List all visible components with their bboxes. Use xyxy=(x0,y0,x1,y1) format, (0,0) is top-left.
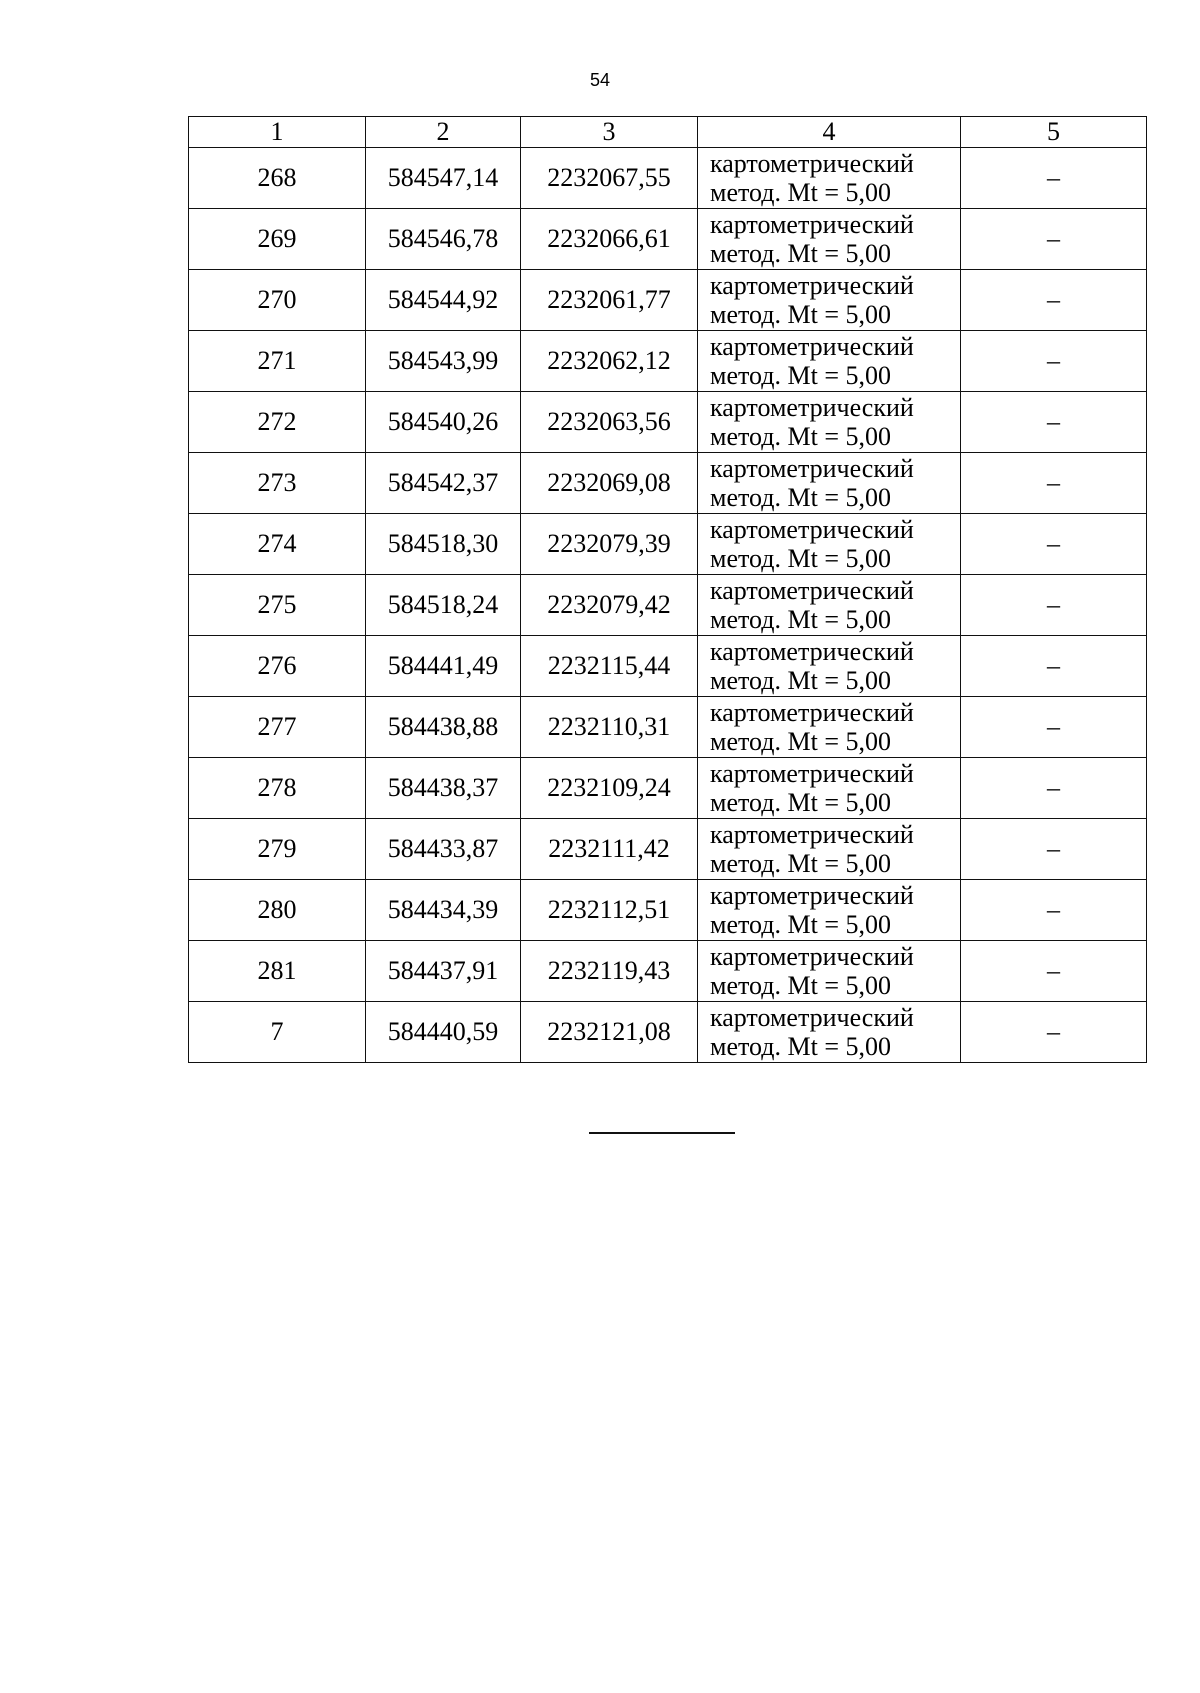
note-cell: – xyxy=(961,697,1147,758)
method-cell xyxy=(698,758,961,819)
point-number-cell: 281 xyxy=(189,941,366,1002)
x-coordinate-cell: 584546,78 xyxy=(366,209,521,270)
table-row xyxy=(189,819,1147,880)
x-coordinate-cell: 584433,87 xyxy=(366,819,521,880)
method-line-1: картометрический xyxy=(710,637,914,666)
x-coordinate-cell: 584544,92 xyxy=(366,270,521,331)
table-row xyxy=(189,148,1147,209)
x-coordinate-cell: 584438,88 xyxy=(366,697,521,758)
point-number-cell: 274 xyxy=(189,514,366,575)
method-line-2: метод. Mt = 5,00 xyxy=(710,910,891,939)
method-line-1: картометрический xyxy=(710,515,914,544)
x-coordinate-cell: 584542,37 xyxy=(366,453,521,514)
method-line-1: картометрический xyxy=(710,881,914,910)
point-number-cell: 272 xyxy=(189,392,366,453)
method-line-2: метод. Mt = 5,00 xyxy=(710,666,891,695)
table-row xyxy=(189,636,1147,697)
coordinates-table xyxy=(188,116,1147,1063)
point-number-cell: 268 xyxy=(189,148,366,209)
method-cell xyxy=(698,209,961,270)
method-line-2: метод. Mt = 5,00 xyxy=(710,483,891,512)
method-cell xyxy=(698,819,961,880)
note-cell: – xyxy=(961,636,1147,697)
table-row xyxy=(189,697,1147,758)
note-cell: – xyxy=(961,331,1147,392)
point-number-cell: 271 xyxy=(189,331,366,392)
method-line-2: метод. Mt = 5,00 xyxy=(710,971,891,1000)
note-cell: – xyxy=(961,392,1147,453)
column-header-3: 3 xyxy=(521,117,698,148)
method-line-2: метод. Mt = 5,00 xyxy=(710,849,891,878)
method-line-1: картометрический xyxy=(710,1003,914,1032)
method-cell xyxy=(698,331,961,392)
x-coordinate-cell: 584547,14 xyxy=(366,148,521,209)
table-row xyxy=(189,331,1147,392)
method-cell xyxy=(698,148,961,209)
point-number-cell: 275 xyxy=(189,575,366,636)
note-cell: – xyxy=(961,880,1147,941)
note-cell: – xyxy=(961,941,1147,1002)
y-coordinate-cell: 2232062,12 xyxy=(521,331,698,392)
table-row xyxy=(189,575,1147,636)
y-coordinate-cell: 2232110,31 xyxy=(521,697,698,758)
method-line-2: метод. Mt = 5,00 xyxy=(710,727,891,756)
y-coordinate-cell: 2232069,08 xyxy=(521,453,698,514)
table-row xyxy=(189,392,1147,453)
end-of-document-rule xyxy=(589,1132,735,1134)
method-line-1: картометрический xyxy=(710,942,914,971)
note-cell: – xyxy=(961,819,1147,880)
method-cell xyxy=(698,575,961,636)
column-header-1: 1 xyxy=(189,117,366,148)
method-cell xyxy=(698,941,961,1002)
method-line-1: картометрический xyxy=(710,332,914,361)
method-cell xyxy=(698,697,961,758)
table-header xyxy=(189,117,1147,148)
method-line-1: картометрический xyxy=(710,210,914,239)
point-number-cell: 269 xyxy=(189,209,366,270)
y-coordinate-cell: 2232119,43 xyxy=(521,941,698,1002)
point-number-cell: 276 xyxy=(189,636,366,697)
note-cell: – xyxy=(961,758,1147,819)
point-number-cell: 277 xyxy=(189,697,366,758)
y-coordinate-cell: 2232061,77 xyxy=(521,270,698,331)
column-header-2: 2 xyxy=(366,117,521,148)
point-number-cell: 278 xyxy=(189,758,366,819)
x-coordinate-cell: 584540,26 xyxy=(366,392,521,453)
table-row xyxy=(189,514,1147,575)
note-cell: – xyxy=(961,453,1147,514)
header-row xyxy=(189,117,1147,148)
method-cell xyxy=(698,270,961,331)
x-coordinate-cell: 584518,30 xyxy=(366,514,521,575)
table-row xyxy=(189,880,1147,941)
table-body xyxy=(189,148,1147,1063)
table-row xyxy=(189,270,1147,331)
x-coordinate-cell: 584518,24 xyxy=(366,575,521,636)
note-cell: – xyxy=(961,1002,1147,1063)
method-line-2: метод. Mt = 5,00 xyxy=(710,422,891,451)
y-coordinate-cell: 2232112,51 xyxy=(521,880,698,941)
method-cell xyxy=(698,1002,961,1063)
y-coordinate-cell: 2232109,24 xyxy=(521,758,698,819)
method-cell xyxy=(698,514,961,575)
x-coordinate-cell: 584438,37 xyxy=(366,758,521,819)
method-line-2: метод. Mt = 5,00 xyxy=(710,605,891,634)
method-line-1: картометрический xyxy=(710,393,914,422)
table-row xyxy=(189,1002,1147,1063)
method-line-1: картометрический xyxy=(710,271,914,300)
note-cell: – xyxy=(961,270,1147,331)
y-coordinate-cell: 2232079,42 xyxy=(521,575,698,636)
y-coordinate-cell: 2232079,39 xyxy=(521,514,698,575)
note-cell: – xyxy=(961,575,1147,636)
method-cell xyxy=(698,453,961,514)
x-coordinate-cell: 584441,49 xyxy=(366,636,521,697)
point-number-cell: 270 xyxy=(189,270,366,331)
y-coordinate-cell: 2232111,42 xyxy=(521,819,698,880)
table-row xyxy=(189,209,1147,270)
x-coordinate-cell: 584437,91 xyxy=(366,941,521,1002)
method-line-2: метод. Mt = 5,00 xyxy=(710,544,891,573)
method-line-2: метод. Mt = 5,00 xyxy=(710,361,891,390)
note-cell: – xyxy=(961,209,1147,270)
method-line-2: метод. Mt = 5,00 xyxy=(710,788,891,817)
table-row xyxy=(189,941,1147,1002)
method-line-1: картометрический xyxy=(710,759,914,788)
column-header-4: 4 xyxy=(698,117,961,148)
y-coordinate-cell: 2232121,08 xyxy=(521,1002,698,1063)
note-cell: – xyxy=(961,514,1147,575)
method-cell xyxy=(698,880,961,941)
method-line-2: метод. Mt = 5,00 xyxy=(710,300,891,329)
point-number-cell: 280 xyxy=(189,880,366,941)
method-line-2: метод. Mt = 5,00 xyxy=(710,239,891,268)
x-coordinate-cell: 584543,99 xyxy=(366,331,521,392)
table-row xyxy=(189,453,1147,514)
x-coordinate-cell: 584434,39 xyxy=(366,880,521,941)
y-coordinate-cell: 2232066,61 xyxy=(521,209,698,270)
method-line-1: картометрический xyxy=(710,820,914,849)
method-line-1: картометрический xyxy=(710,698,914,727)
x-coordinate-cell: 584440,59 xyxy=(366,1002,521,1063)
note-cell: – xyxy=(961,148,1147,209)
method-line-1: картометрический xyxy=(710,576,914,605)
point-number-cell: 273 xyxy=(189,453,366,514)
table-row xyxy=(189,758,1147,819)
y-coordinate-cell: 2232063,56 xyxy=(521,392,698,453)
method-line-1: картометрический xyxy=(710,149,914,178)
point-number-cell: 279 xyxy=(189,819,366,880)
method-line-1: картометрический xyxy=(710,454,914,483)
method-cell xyxy=(698,636,961,697)
page-number: 54 xyxy=(589,70,611,90)
y-coordinate-cell: 2232067,55 xyxy=(521,148,698,209)
method-line-2: метод. Mt = 5,00 xyxy=(710,1032,891,1061)
y-coordinate-cell: 2232115,44 xyxy=(521,636,698,697)
method-cell xyxy=(698,392,961,453)
column-header-5: 5 xyxy=(961,117,1147,148)
method-line-2: метод. Mt = 5,00 xyxy=(710,178,891,207)
point-number-cell: 7 xyxy=(189,1002,366,1063)
